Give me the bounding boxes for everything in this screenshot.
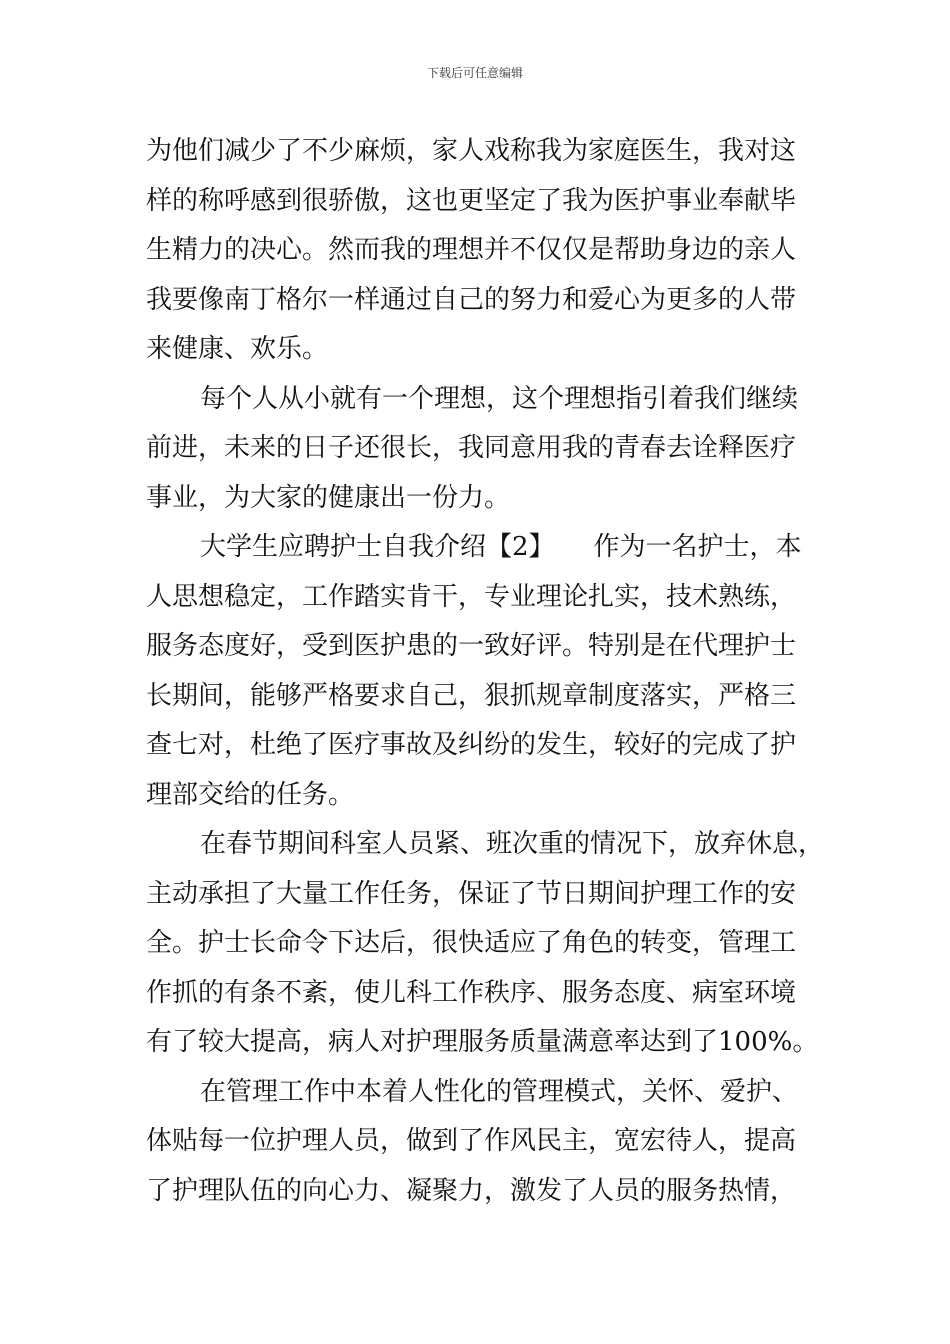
text-line: 生精力的决心。然而我的理想并不仅仅是帮助身边的亲人 bbox=[146, 235, 797, 265]
text-line: 体贴每一位护理人员，做到了作风民主，宽宏待人，提高 bbox=[146, 1126, 797, 1156]
text-line: 作抓的有条不紊，使儿科工作秩序、服务态度、病室环境 bbox=[146, 977, 797, 1008]
document-body bbox=[146, 127, 826, 1216]
text-line: 前进，未来的日子还很长，我同意用我的青春去诠释医疗 bbox=[146, 433, 797, 463]
text-line: 来健康、欢乐。 bbox=[146, 334, 329, 364]
page-header: 下载后可任意编辑 bbox=[426, 66, 523, 80]
text-line: 人思想稳定，工作踏实肯干，专业理论扎实，技术熟练， bbox=[146, 581, 797, 612]
text-line: 在春节期间科室人员紧、班次重的情况下，放弃休息， bbox=[200, 829, 825, 859]
text-line: 了护理队伍的向心力、凝聚力，激发了人员的服务热情， bbox=[146, 1175, 797, 1206]
text-line: 全。护士长命令下达后，很快适应了角色的转变，管理工 bbox=[146, 928, 797, 958]
paragraph-3 bbox=[146, 523, 826, 820]
text-line: 我要像南丁格尔一样通过自己的努力和爱心为更多的人带 bbox=[146, 284, 797, 315]
paragraph-1 bbox=[146, 127, 826, 375]
text-line: 服务态度好，受到医护患的一致好评。特别是在代理护士 bbox=[146, 631, 797, 661]
paragraph-2 bbox=[146, 375, 826, 524]
text-line: 每个人从小就有一个理想，这个理想指引着我们继续 bbox=[200, 383, 799, 414]
text-line: 理部交给的任务。 bbox=[146, 779, 355, 810]
text-line: 事业，为大家的健康出一份力。 bbox=[146, 482, 511, 513]
text-line: 有了较大提高，病人对护理服务质量满意率达到了100%。 bbox=[146, 1027, 819, 1057]
text-line: 为他们减少了不少麻烦，家人戏称我为家庭医生，我对这 bbox=[146, 136, 797, 166]
text-line: 样的称呼感到很骄傲，这也更坚定了我为医护事业奉献毕 bbox=[146, 185, 797, 216]
paragraph-4 bbox=[146, 820, 826, 1068]
paragraph-5 bbox=[146, 1068, 826, 1217]
text-line: 在管理工作中本着人性化的管理模式，关怀、爱护、 bbox=[200, 1076, 799, 1107]
text-line: 查七对，杜绝了医疗事故及纠纷的发生，较好的完成了护 bbox=[146, 730, 797, 760]
text-line: 大学生应聘护士自我介绍【2】 作为一名护士，本 bbox=[200, 532, 802, 562]
text-line: 主动承担了大量工作任务，保证了节日期间护理工作的安 bbox=[146, 878, 797, 909]
text-line: 长期间，能够严格要求自己，狠抓规章制度落实，严格三 bbox=[146, 680, 797, 711]
